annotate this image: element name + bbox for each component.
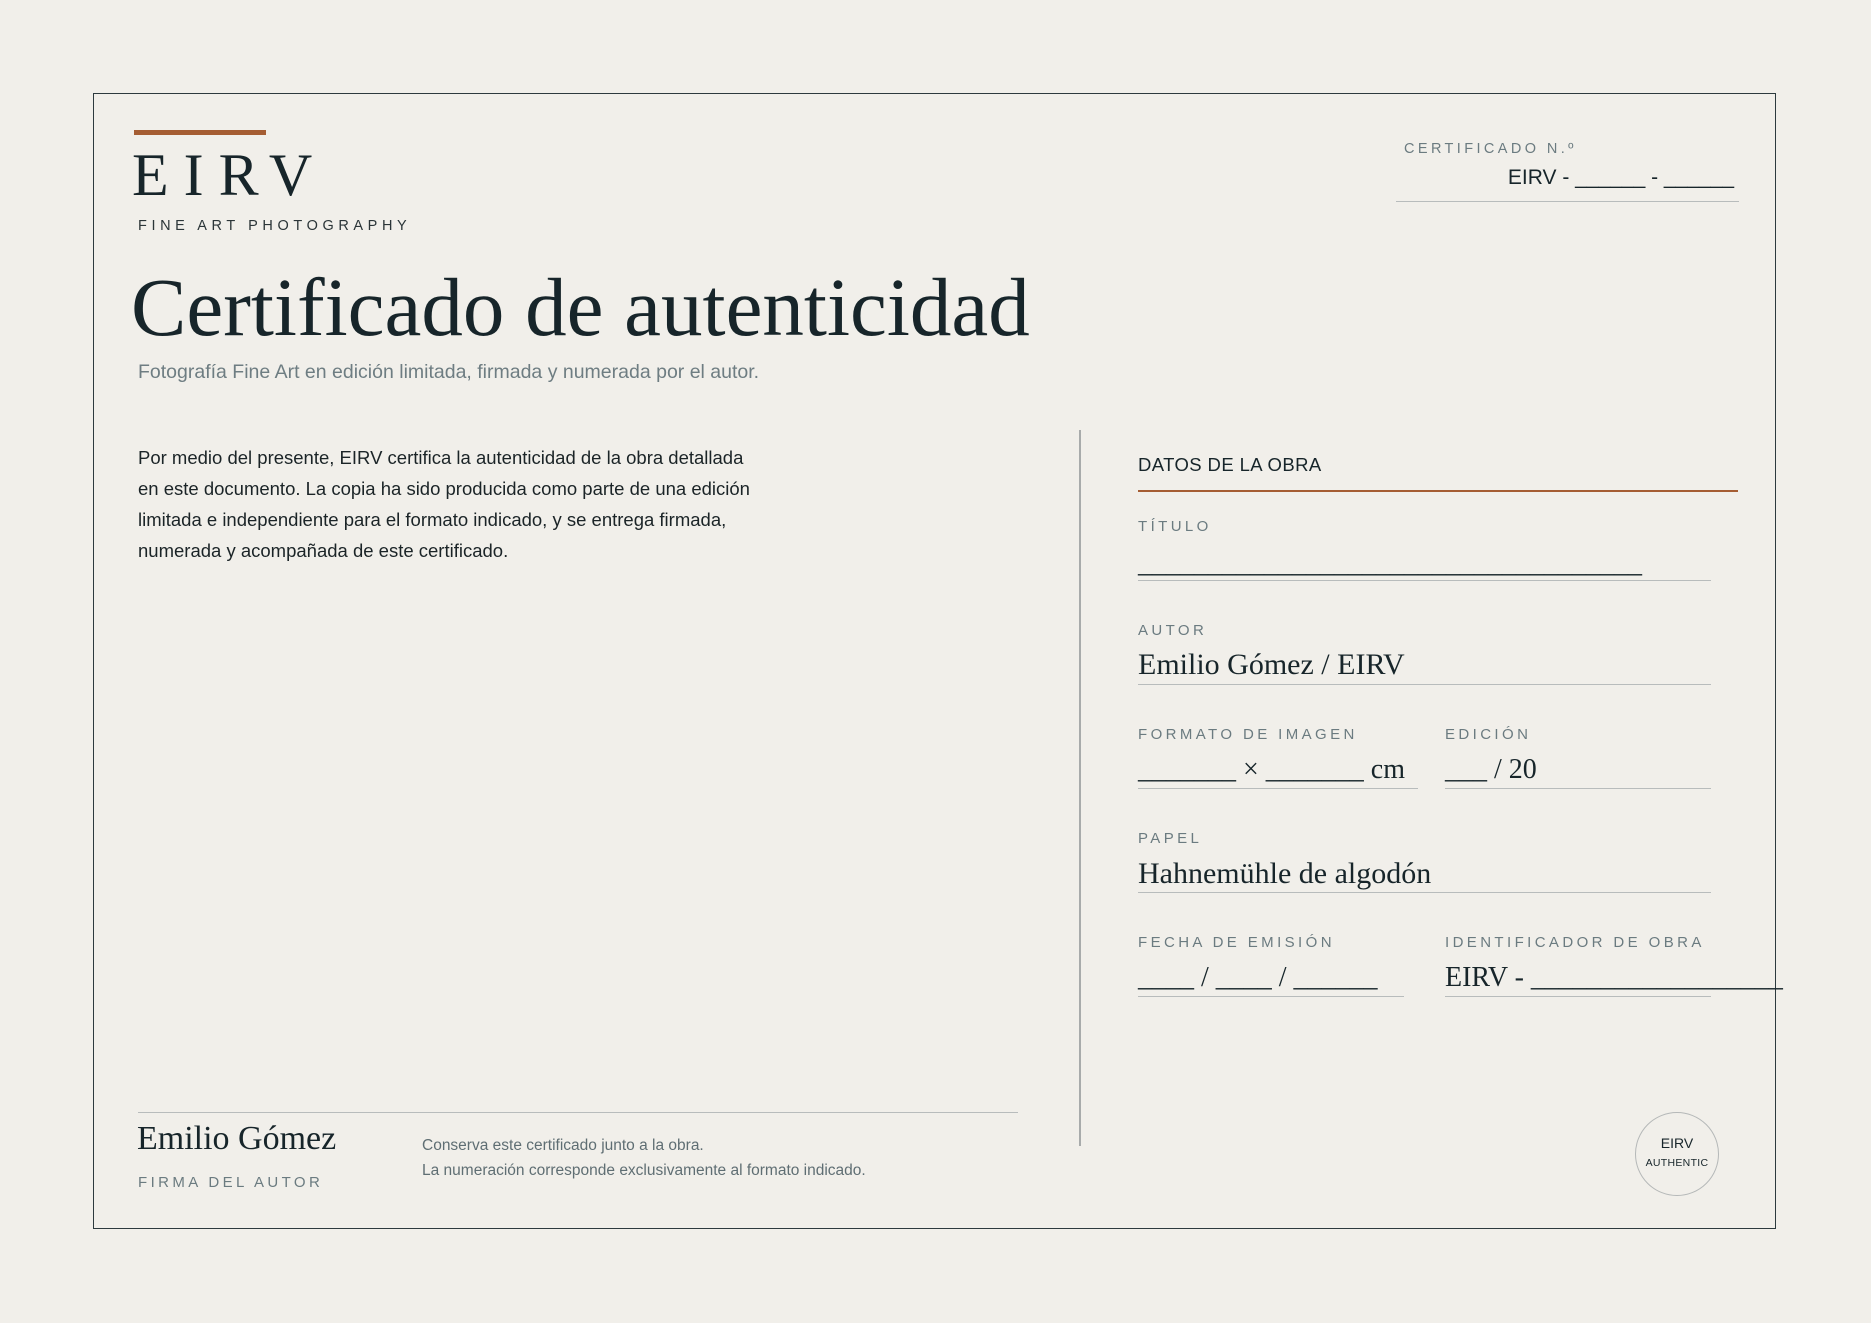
field-label-formato: FORMATO DE IMAGEN	[1138, 726, 1358, 743]
field-value-formato: _______ × _______ cm	[1138, 754, 1405, 785]
details-heading: DATOS DE LA OBRA	[1138, 454, 1322, 475]
field-value-papel: Hahnemühle de algodón	[1138, 857, 1432, 890]
signature-rule	[138, 1112, 1018, 1113]
logo-accent-bar	[134, 130, 266, 135]
field-value-identificador: EIRV - __________________	[1445, 962, 1783, 993]
brand-logo: EIRV	[132, 142, 328, 208]
seal-text-bottom: AUTHENTIC	[1645, 1157, 1709, 1169]
signature-label: FIRMA DEL AUTOR	[138, 1174, 324, 1191]
vertical-divider	[1079, 430, 1081, 1146]
body-line: en este documento. La copia ha sido producida como parte de una edición	[138, 478, 750, 499]
certificate-subtitle: Fotografía Fine Art en edición limitada, firmada y numerada por el autor.	[138, 361, 760, 383]
field-label-papel: PAPEL	[1138, 830, 1203, 847]
certificate-number-label: CERTIFICADO N.º	[1404, 141, 1577, 157]
brand-tagline: FINE ART PHOTOGRAPHY	[138, 218, 412, 234]
seal-text-top: EIRV	[1660, 1135, 1694, 1151]
field-label-titulo: TÍTULO	[1138, 518, 1212, 535]
body-line: limitada e independiente para el formato indicado, y se entrega firmada,	[138, 509, 727, 530]
field-value-autor: Emilio Gómez / EIRV	[1138, 648, 1405, 681]
certificate-number-line	[1396, 201, 1739, 202]
field-line-papel	[1138, 892, 1711, 893]
certificate-title: Certificado de autenticidad	[131, 261, 1030, 353]
field-value-titulo: ____________________________________	[1138, 548, 1642, 579]
field-line-fecha	[1138, 996, 1404, 997]
certificate-body	[138, 442, 858, 566]
field-line-titulo	[1138, 580, 1711, 581]
field-line-identificador	[1445, 996, 1711, 997]
authentic-seal	[1635, 1112, 1719, 1196]
signature-name: Emilio Gómez	[137, 1120, 337, 1157]
certificate-number-value: EIRV - ______ - ______	[1507, 166, 1734, 189]
field-line-edicion	[1445, 788, 1711, 789]
footer-note: La numeración corresponde exclusivamente al formato indicado.	[422, 1162, 866, 1179]
certificate-frame	[93, 93, 1783, 1229]
field-line-formato	[1138, 788, 1418, 789]
field-value-fecha: ____ / ____ / ______	[1138, 962, 1378, 993]
field-label-fecha: FECHA DE EMISIÓN	[1138, 934, 1335, 951]
field-label-autor: AUTOR	[1138, 622, 1208, 639]
footer-note: Conserva este certificado junto a la obra.	[422, 1137, 704, 1154]
field-line-autor	[1138, 684, 1711, 685]
field-label-edicion: EDICIÓN	[1445, 726, 1532, 743]
body-line: numerada y acompañada de este certificado.	[138, 540, 509, 561]
body-line: Por medio del presente, EIRV certifica la autenticidad de la obra detallada	[138, 447, 744, 468]
field-label-identificador: IDENTIFICADOR DE OBRA	[1445, 934, 1705, 951]
field-value-edicion: ___ / 20	[1445, 754, 1537, 785]
details-heading-rule	[1138, 490, 1738, 492]
